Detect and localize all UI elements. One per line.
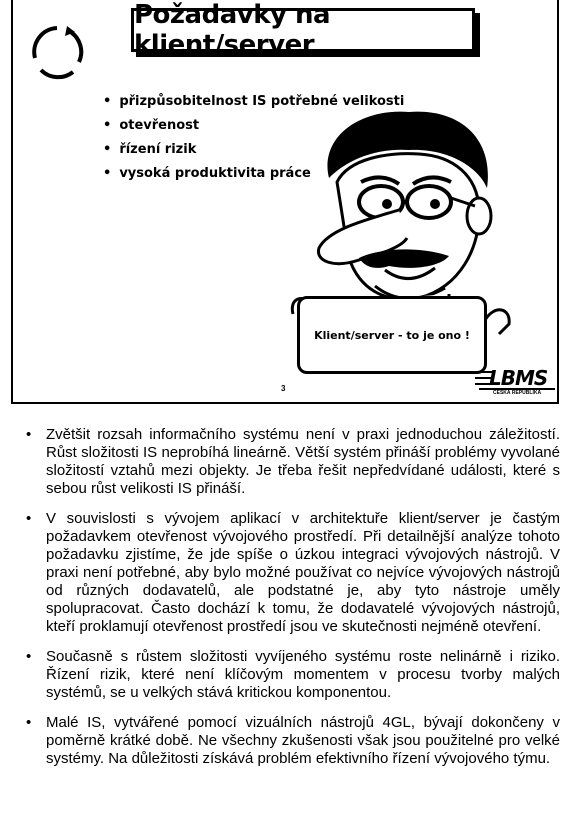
sign-text: Klient/server - to je ono ! [314,328,470,342]
slide-page-number: 3 [281,384,286,393]
paragraph-text: V souvislosti s vývojem aplikací v architektuře klient/server je častým požadavkem otevřenost vývojového prostředí. Při detailnější analýze tohoto požadavku zjistíme, že jde spíše o úzkou integraci vývojových nástrojů. V praxi není potřebné, aby bylo možné používat co nejvíce vývojových nástrojů od různých dodavatelů, ale podstatné je, aby tyto nástroje uměly spolupracovat. Často dochází k tomu, že dodavatelé vývojových nástrojů, kteří proklamují otevřenost prostředí jsou ve skutečnosti nejméně otevření. [46,510,560,635]
slide-bullet: • otevřenost [103,114,404,138]
body-paragraph [0,426,572,498]
logo-subtitle: ČESKÁ REPUBLIKA [493,390,542,396]
bullet-dot-icon: • [26,714,32,731]
sign-board [297,296,487,374]
paragraph-text: Malé IS, vytvářené pomocí vizuálních nástrojů 4GL, bývají dokončeny v poměrně krátké době. Ne všechny zkušenosti však jsou použitelné pro velké systémy. Na důležitosti získává problém efektivního řízení vývojového týmu. [46,714,560,767]
circle-logo-icon [27,22,87,82]
logo-name: LBMS [489,366,548,390]
slide-bullet: • přizpůsobitelnost IS potřebné velikosti [103,90,404,114]
paragraph-text: Zvětšit rozsah informačního systému není v praxi jednoduchou záležitostí. Růst složitosti IS neprobíhá lineárně. Větší systém přináší problémy vyvolané složitostí vztahů mezi objekty. Je třeba řešit nepředvídané události, které s sebou růst velikosti IS přináší. [46,426,560,497]
body-paragraph-list [0,426,572,780]
slide-bullet: • řízení rizik [103,138,404,162]
paragraph-text: Současně s růstem složitosti vyvíjeného systému roste nelinárně i riziko. Řízení rizik, které není klíčovým momentem v procesu tvorby malých systémů, se u velkých stává kritickou komponentou. [46,648,560,701]
bullet-dot-icon: • [26,510,32,527]
body-paragraph [0,510,572,636]
slide-bullet: • vysoká produktivita práce [103,162,404,186]
slide-frame [11,0,559,404]
body-paragraph [0,714,572,768]
bullet-dot-icon: • [26,648,32,665]
lbms-logo [475,366,555,400]
bullet-dot-icon: • [26,426,32,443]
slide-title: Požadavky na klient/server [131,8,475,52]
body-paragraph [0,648,572,702]
